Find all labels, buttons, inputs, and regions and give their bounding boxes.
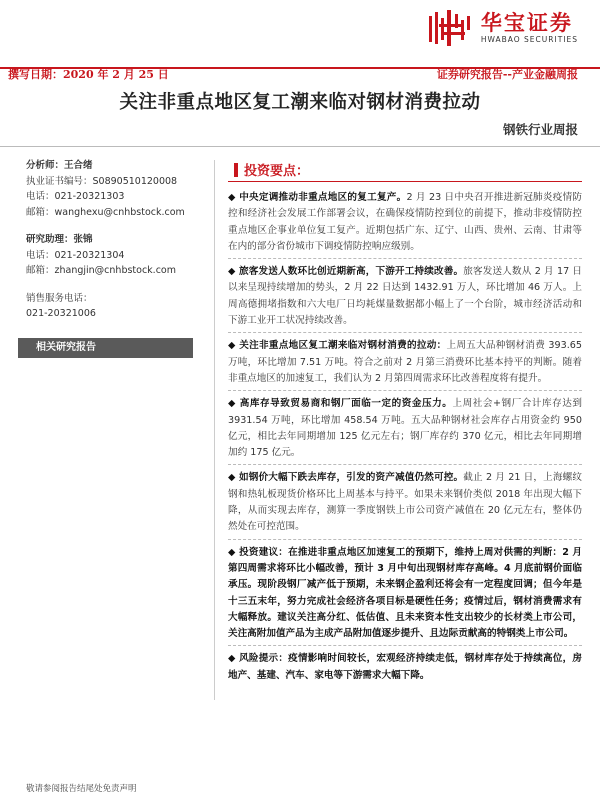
point-body: 上周五大品种钢材消费 393.65 万吨，环比增加 7.51 万吨。符合之前对 2 月第三消费环比基本持平的判断。随着非重点地区的加速复工，我们认为 2 月第四周需求环比改善程度将有提升。 [228, 340, 583, 384]
investment-point [228, 470, 582, 539]
analyst-license: 执业证书编号：S0890510120008 [26, 175, 178, 187]
investment-point [228, 396, 582, 465]
investment-points [228, 160, 582, 692]
investment-point [228, 264, 582, 333]
assistant-phone: 电话：021-20321304 [26, 249, 125, 261]
point-lead: ◆ 如钢价大幅下跌去库存，引发的资产减值仍然可控。 [228, 472, 464, 484]
sales-phone: 021-20321006 [26, 308, 96, 319]
logo-name-en: HWABAO SECURITIES [480, 35, 578, 44]
analyst-sidebar [26, 158, 196, 358]
disclaimer-footer: 敬请参阅报告结尾处免责声明 [26, 784, 137, 794]
analyst-name: 分析师：王合绪 [26, 160, 93, 171]
point-body: 旅客发送人数从 2 月 17 日以来呈现持续增加的势头，2 月 22 日达到 1432.91 万人，环比增加 46 万人。上周高德拥堵指数和六大电厂日均耗煤量数据都小幅上了一个台阶，城市经济活动和下游工业开工状况持续改善。 [228, 266, 583, 327]
column-divider [214, 160, 215, 700]
point-body: 截止 2 月 21 日，上海螺纹钢和热轧板现货价格环比上周基本与持平。如果未来钢价类似 2018 年出现大幅下降，从而实现去库存，测算一季度钢铁上市公司资产减值在 20 亿元左右，整体仍然处在可控范围。 [228, 472, 583, 533]
investment-point [228, 190, 582, 259]
related-reports-header[interactable]: 相关研究报告 [18, 338, 193, 358]
analyst-phone: 电话：021-20321303 [26, 191, 125, 202]
report-subtitle: 钢铁行业周报 [502, 122, 578, 137]
heading-bar-icon [234, 163, 238, 177]
logo-name-cn: 华宝证券 [480, 11, 573, 35]
point-lead: ◆ 中央定调推动非重点地区的复工复产。 [228, 192, 407, 203]
report-type: 证券研究报告--产业金融周报 [436, 68, 578, 81]
point-lead: ◆ 高库存导致贸易商和钢厂面临一定的资金压力。 [228, 398, 453, 410]
company-logo [429, 10, 578, 46]
investment-point [228, 545, 582, 647]
point-lead: ◆ 风险提示： [228, 653, 289, 665]
investment-point [228, 651, 582, 687]
title-divider [0, 146, 600, 147]
sales-label: 销售服务电话： [26, 292, 93, 304]
points-heading [228, 160, 582, 182]
points-heading-title: 投资要点： [244, 164, 310, 179]
report-date: 撰写日期：2020 年 2 月 25 日 [8, 68, 169, 81]
point-lead: ◆ 旅客发送人数环比创近期新高，下游开工持续改善。 [228, 266, 464, 278]
point-lead: ◆ 投资建议： [228, 546, 289, 558]
assistant-email[interactable]: 邮箱：zhangjin@cnhbstock.com [26, 265, 176, 276]
point-lead: ◆ 关注非重点地区复工潮来临对钢材消费的拉动： [228, 340, 447, 352]
points-list [228, 190, 582, 687]
point-body: 2 月 23 日中央召开推进新冠肺炎疫情防控和经济社会发展工作部署会议，在确保疫情防控到位的前提下，推动非疫情防控重点地区企事业单位复工复产。近期包括广东、辽宁、山西、贵州、云南、甘肃等在内的部分省份城市下调疫情防控响应级别。 [228, 192, 582, 252]
report-title: 关注非重点地区复工潮来临对钢材消费拉动 [119, 92, 481, 113]
investment-point [228, 338, 582, 391]
logo-mark-icon [429, 10, 475, 46]
assistant-name: 研究助理：张锦 [26, 234, 93, 245]
point-body: 在推进非重点地区加速复工的预期下，维持上周对供需的判断：2 月第四周需求将环比小幅改善，预计 3 月中旬出现钢材库存高峰。4 月底前钢价面临承压。现阶段钢厂减产低于预期，未来钢企盈利还将会有一定程度回调；但今年是十三五末年，努力完成社会经济各项目标是硬性任务；疫情过后，钢材消费需求有大幅释放。建议关注高分红、低估值、且未来资本性支出较少的长材类上市公司，关注高附加值产品为主成产品附加值逐步提升、且边际贡献高的特钢类上市公司。 [228, 546, 583, 640]
point-body: 疫情影响时间较长，宏观经济持续走低，钢材库存处于持续高位，房地产、基建、汽车、家电等下游需求大幅下降。 [228, 653, 583, 681]
point-body: 上周社会+钢厂合计库存达到 3931.54 万吨，环比增加 458.54 万吨。五大品种钢材社会库存占用资金约 950 亿元，相比去年同期增加 125 亿元左右；钢厂库存约 370 亿元，相比去年同期增加约 175 亿元。 [228, 398, 582, 459]
analyst-email[interactable]: 邮箱：wanghexu@cnhbstock.com [26, 206, 185, 218]
